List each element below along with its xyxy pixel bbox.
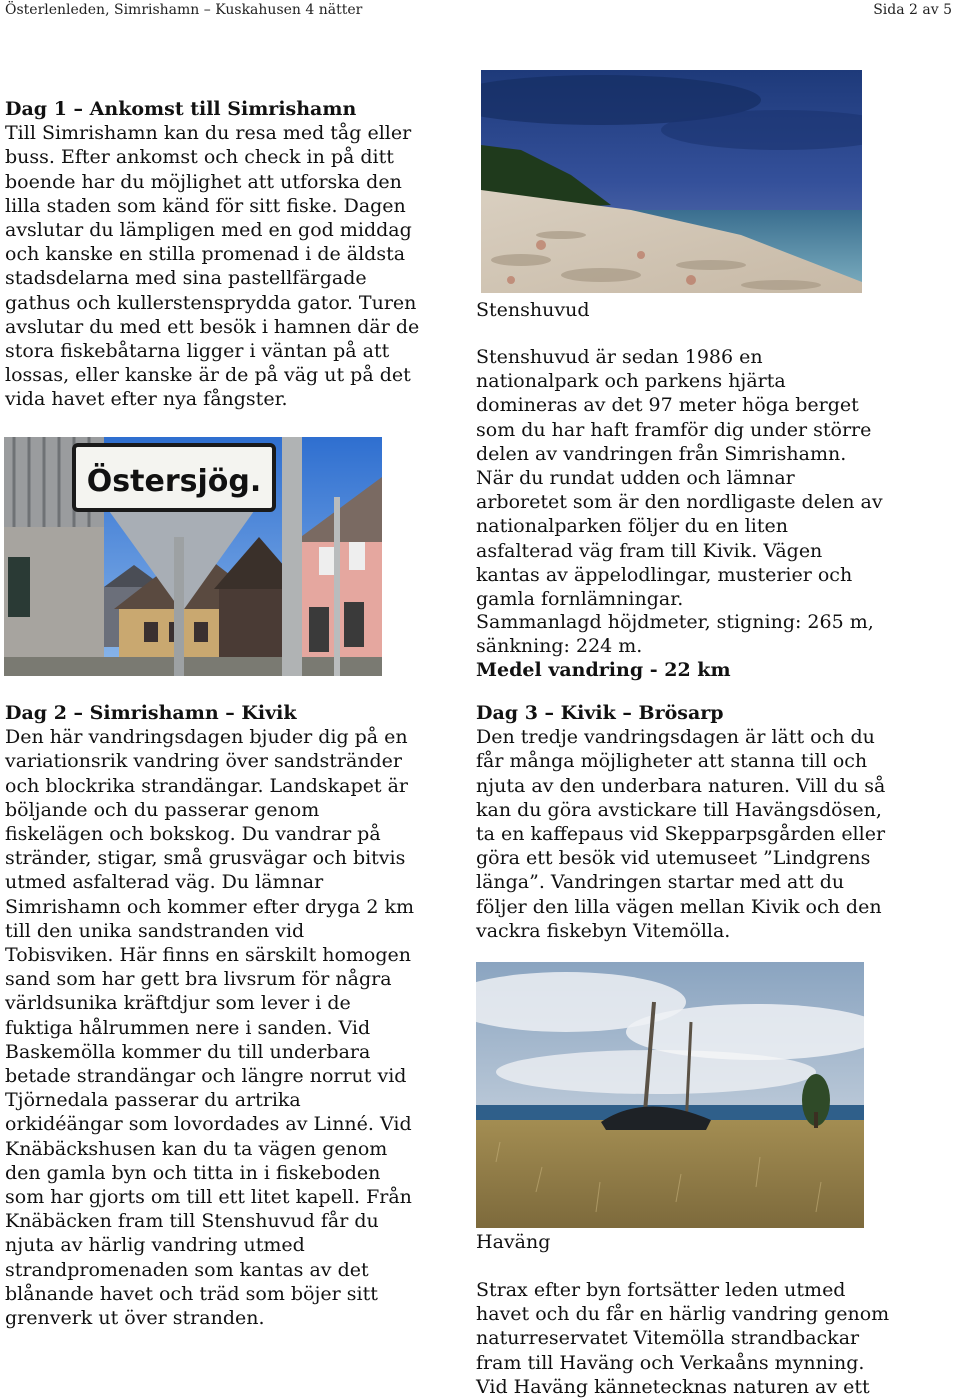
stenshuvud-photo	[481, 70, 862, 293]
day3-body: Den tredje vandringsdagen är lätt och du får många möjligheter att stanna till och njuta av den underbara naturen. Vill du så kan du göra avstickare till Havängsdösen, ta en kaffepaus vid Skepparpsgården eller göra ett besök vid utemuseet ”Lindgrens länga”. Vandringen startar med att du följer den lilla vägen mellan Kivik och den vackra fiskebyn Vitemölla.	[476, 726, 886, 942]
stenshuvud-body: Stenshuvud är sedan 1986 en nationalpark och parkens hjärta domineras av det 97 meter höga berget som du har haft framför dig under större delen av vandringen från Simrishamn. När du rundat udden och lämnar arboretet som är den nordligaste delen av nationalparken följer du en liten asfalterad väg fram till Kivik. Vägen kantas av äppelodlingar, musterier och gamla fornlämningar.	[476, 346, 883, 611]
stenshuvud-caption: Stenshuvud	[476, 299, 590, 321]
document-title: Österlenleden, Simrishamn – Kuskahusen 4 nätter	[5, 2, 363, 18]
day3-heading: Dag 3 – Kivik – Brösarp	[476, 702, 724, 724]
day1-heading: Dag 1 – Ankomst till Simrishamn	[5, 98, 357, 120]
stenshuvud-stats	[476, 610, 886, 683]
havang-caption: Haväng	[476, 1231, 551, 1253]
day1-section	[5, 97, 425, 412]
havang-body: Strax efter byn fortsätter leden utmed havet och du får en härlig vandring genom naturreservatet Vitemölla strandbackar fram till Haväng och Verkaåns mynning. Vid Haväng kännetecknas naturen av ett	[476, 1279, 890, 1398]
day1-body: Till Simrishamn kan du resa med tåg eller buss. Efter ankomst och check in på ditt boende har du möjlighet att utforska den lilla staden som känd för sitt fiske. Dagen avslutar du lämpligen med en god middag och kanske en stilla promenad i de äldsta stadsdelarna med sina pastellfärgade gathus och kullerstensprydda gator. Turen avslutar du med ett besök i hamnen där de stora fiskebåtarna ligger i väntan på att lossas, eller kanske är de på väg ut på det vida havet efter nya fångster.	[5, 122, 420, 411]
page-number: Sida 2 av 5	[873, 2, 952, 18]
day2-heading: Dag 2 – Simrishamn – Kivik	[5, 702, 297, 724]
havang-section	[476, 1278, 896, 1399]
street-sign-photo	[4, 437, 382, 676]
street-sign-text: Östersjög.	[86, 464, 262, 499]
hike-grade: Medel vandring - 22 km	[476, 659, 731, 682]
stenshuvud-section	[476, 345, 886, 611]
havang-photo	[476, 962, 864, 1228]
day2-section	[5, 701, 415, 1330]
day3-section	[476, 701, 886, 943]
elevation-text: Sammanlagd höjdmeter, stigning: 265 m, sänkning: 224 m.	[476, 611, 874, 658]
day2-body: Den här vandringsdagen bjuder dig på en variationsrik vandring över sandstränder och blockrika strandängar. Landskapet är böljande och du passerar genom fiskelägen och bokskog. Du vandrar på stränder, stigar, små grusvägar och bitvis utmed asfalterad väg. Du lämnar Simrishamn och kommer efter dryga 2 km till den unika sandstranden vid Tobisviken. Här finns en särskilt homogen sand som har gett bra livsrum för några världsunika kräftdjur som lever i de fuktiga hålrummen nere i sanden. Vid Baskemölla kommer du till underbara betade strandängar och längre norrut vid Tjörnedala passerar du artrika orkidéängar som lovordades av Linné. Vid Knäbäckshusen kan du ta vägen genom den gamla byn och titta in i fiskeboden som har gjorts om till ett litet kapell. Från Knäbäcken fram till Stenshuvud får du njuta av härlig vandring utmed strandpromenaden som kantas av det blånande havet och träd som böjer sitt grenverk ut över stranden.	[5, 726, 415, 1330]
